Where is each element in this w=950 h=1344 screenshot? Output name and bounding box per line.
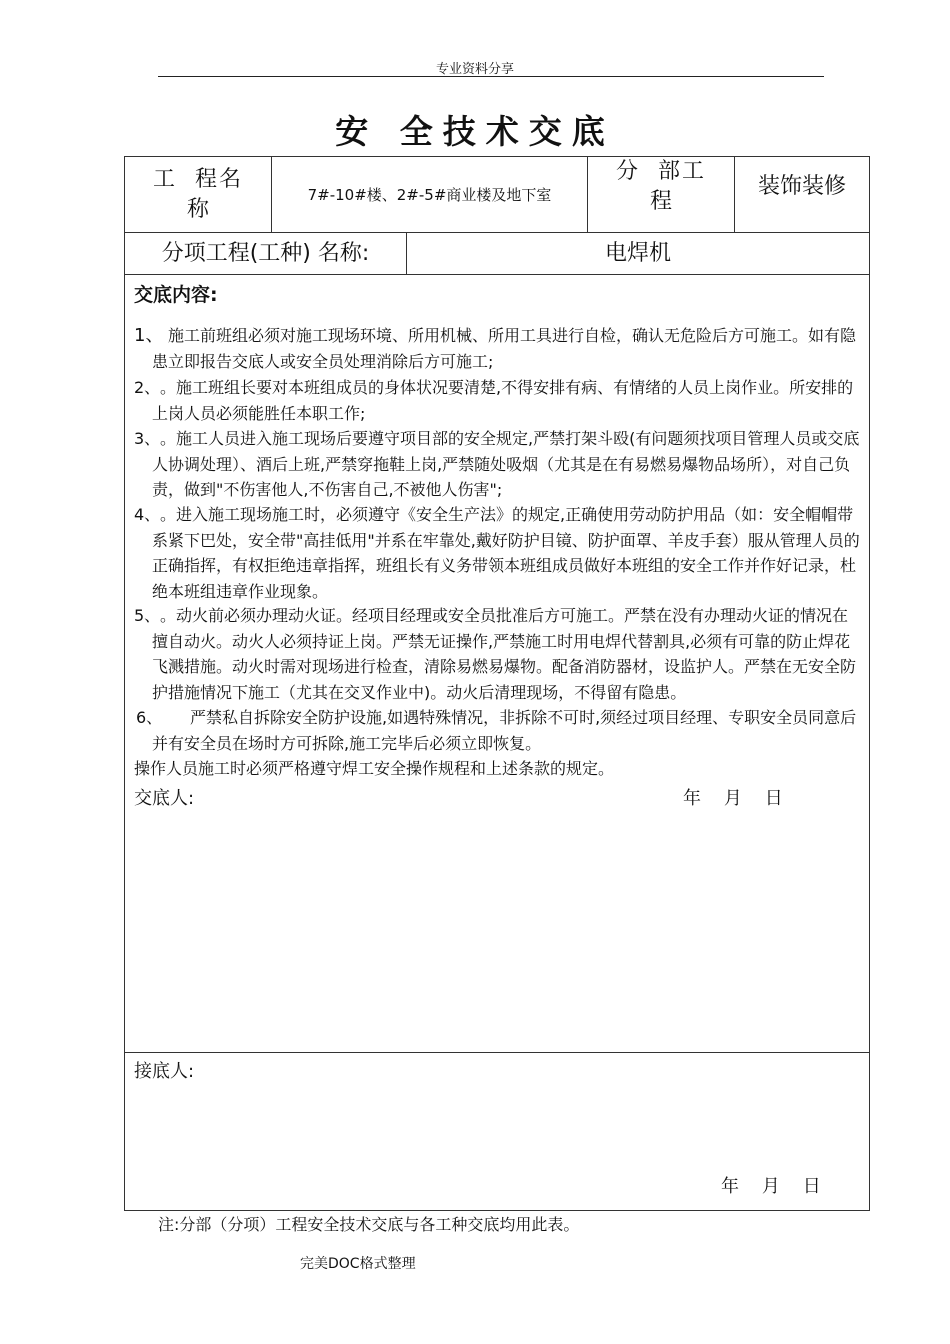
list-item-text: 。进入施工现场施工时，必须遵守《安全生产法》的规定,正确使用劳动防护用品（如：安全帽帽带系紧下巴处，安全带"高挂低用"并系在牢靠处,戴好防护目镜、防护面罩、羊皮手套）服从管理人员的正确指挥，有权拒绝违章指挥，班组长有义务带领本班组成员做好本班组的安全工作并作好记录，杜绝本班组违章作业现象。 <box>152 505 860 601</box>
receiver-label: 接底人: <box>134 1061 195 1082</box>
list-item-number: 6、 <box>136 708 163 727</box>
item-name-value: 电焊机 <box>604 240 671 266</box>
closing-statement: 操作人员施工时必须严格遵守焊工安全操作规程和上述条款的规定。 <box>134 759 615 778</box>
list-item-text: 严禁私自拆除安全防护设施,如遇特殊情况，非拆除不可时,须经过项目经理、专职安全员同意后并有安全员在场时方可拆除,施工完毕后必须立即恢复。 <box>152 708 857 753</box>
project-name-label <box>125 157 271 232</box>
table-row-divider <box>124 274 870 275</box>
list-item-number: 1、 <box>134 325 164 346</box>
list-item <box>134 426 862 503</box>
list-item <box>134 502 862 604</box>
discloser-label: 交底人: <box>134 788 195 809</box>
list-item <box>134 323 862 374</box>
header-divider <box>158 76 824 77</box>
list-item <box>134 705 862 756</box>
list-item-text: 。施工人员进入施工现场后要遵守项目部的安全规定,严禁打架斗殴(有问题须找项目管理人员或交底人协调处理）、酒后上班,严禁穿拖鞋上岗,严禁随处吸烟（尤其是在有易燃易爆物品场所），对自己负责，做到"不伤害他人,不伤害自己,不被他人伤害"; <box>152 429 860 500</box>
list-item-number: 4、 <box>134 505 161 524</box>
list-item <box>134 603 862 705</box>
content-title: 交底内容: <box>134 284 218 306</box>
discloser-date: 年 月 日 <box>683 788 783 809</box>
subdivision-label <box>588 157 734 217</box>
list-item-number: 2、 <box>134 378 161 397</box>
header-share-text: 专业资料分享 <box>435 62 514 77</box>
list-item-text: 。施工班组长要对本班组成员的身体状况要清楚,不得安排有病、有情绪的人员上岗作业。所安排的上岗人员必须能胜任本职工作; <box>152 378 854 423</box>
project-name-label-line1: 工 程名 <box>153 166 243 192</box>
receiver-date: 年 月 日 <box>721 1176 821 1197</box>
list-item-text: 施工前班组必须对施工现场环境、所用机械、所用工具进行自检，确认无危险后方可施工。如有隐患立即报告交底人或安全员处理消除后方可施工; <box>152 326 857 371</box>
list-item-number: 3、 <box>134 429 161 448</box>
table-note: 注:分部（分项）工程安全技术交底与各工种交底均用此表。 <box>158 1215 580 1234</box>
table-row-divider <box>124 1052 870 1053</box>
subdivision-label-line2: 程 <box>649 189 672 214</box>
list-item-number: 5、 <box>134 606 161 625</box>
subdivision-label-line1: 分 部工 <box>616 159 706 184</box>
subdivision-value: 装饰装修 <box>757 174 846 199</box>
list-item-text: 。动火前必须办理动火证。经项目经理或安全员批准后方可施工。严禁在没有办理动火证的情况在擅自动火。动火人必须持证上岗。严禁无证操作,严禁施工时用电焊代替割具,必须有可靠的防止焊花飞溅措施。动火时需对现场进行检查，清除易燃易爆物。配备消防器材，设监护人。严禁在无安全防护措施情况下施工（尤其在交叉作业中)。动火后清理现场，不得留有隐患。 <box>152 606 857 702</box>
project-name-value: 7#-10#楼、2#-5#商业楼及地下室 <box>307 186 552 204</box>
document-title: 安 全技术交底 <box>335 112 615 151</box>
footer-text: 完美DOC格式整理 <box>300 1256 416 1272</box>
item-name-label: 分项工程(工种) 名称: <box>161 240 370 266</box>
list-item <box>134 375 862 426</box>
project-name-label-line2: 称 <box>186 196 209 222</box>
